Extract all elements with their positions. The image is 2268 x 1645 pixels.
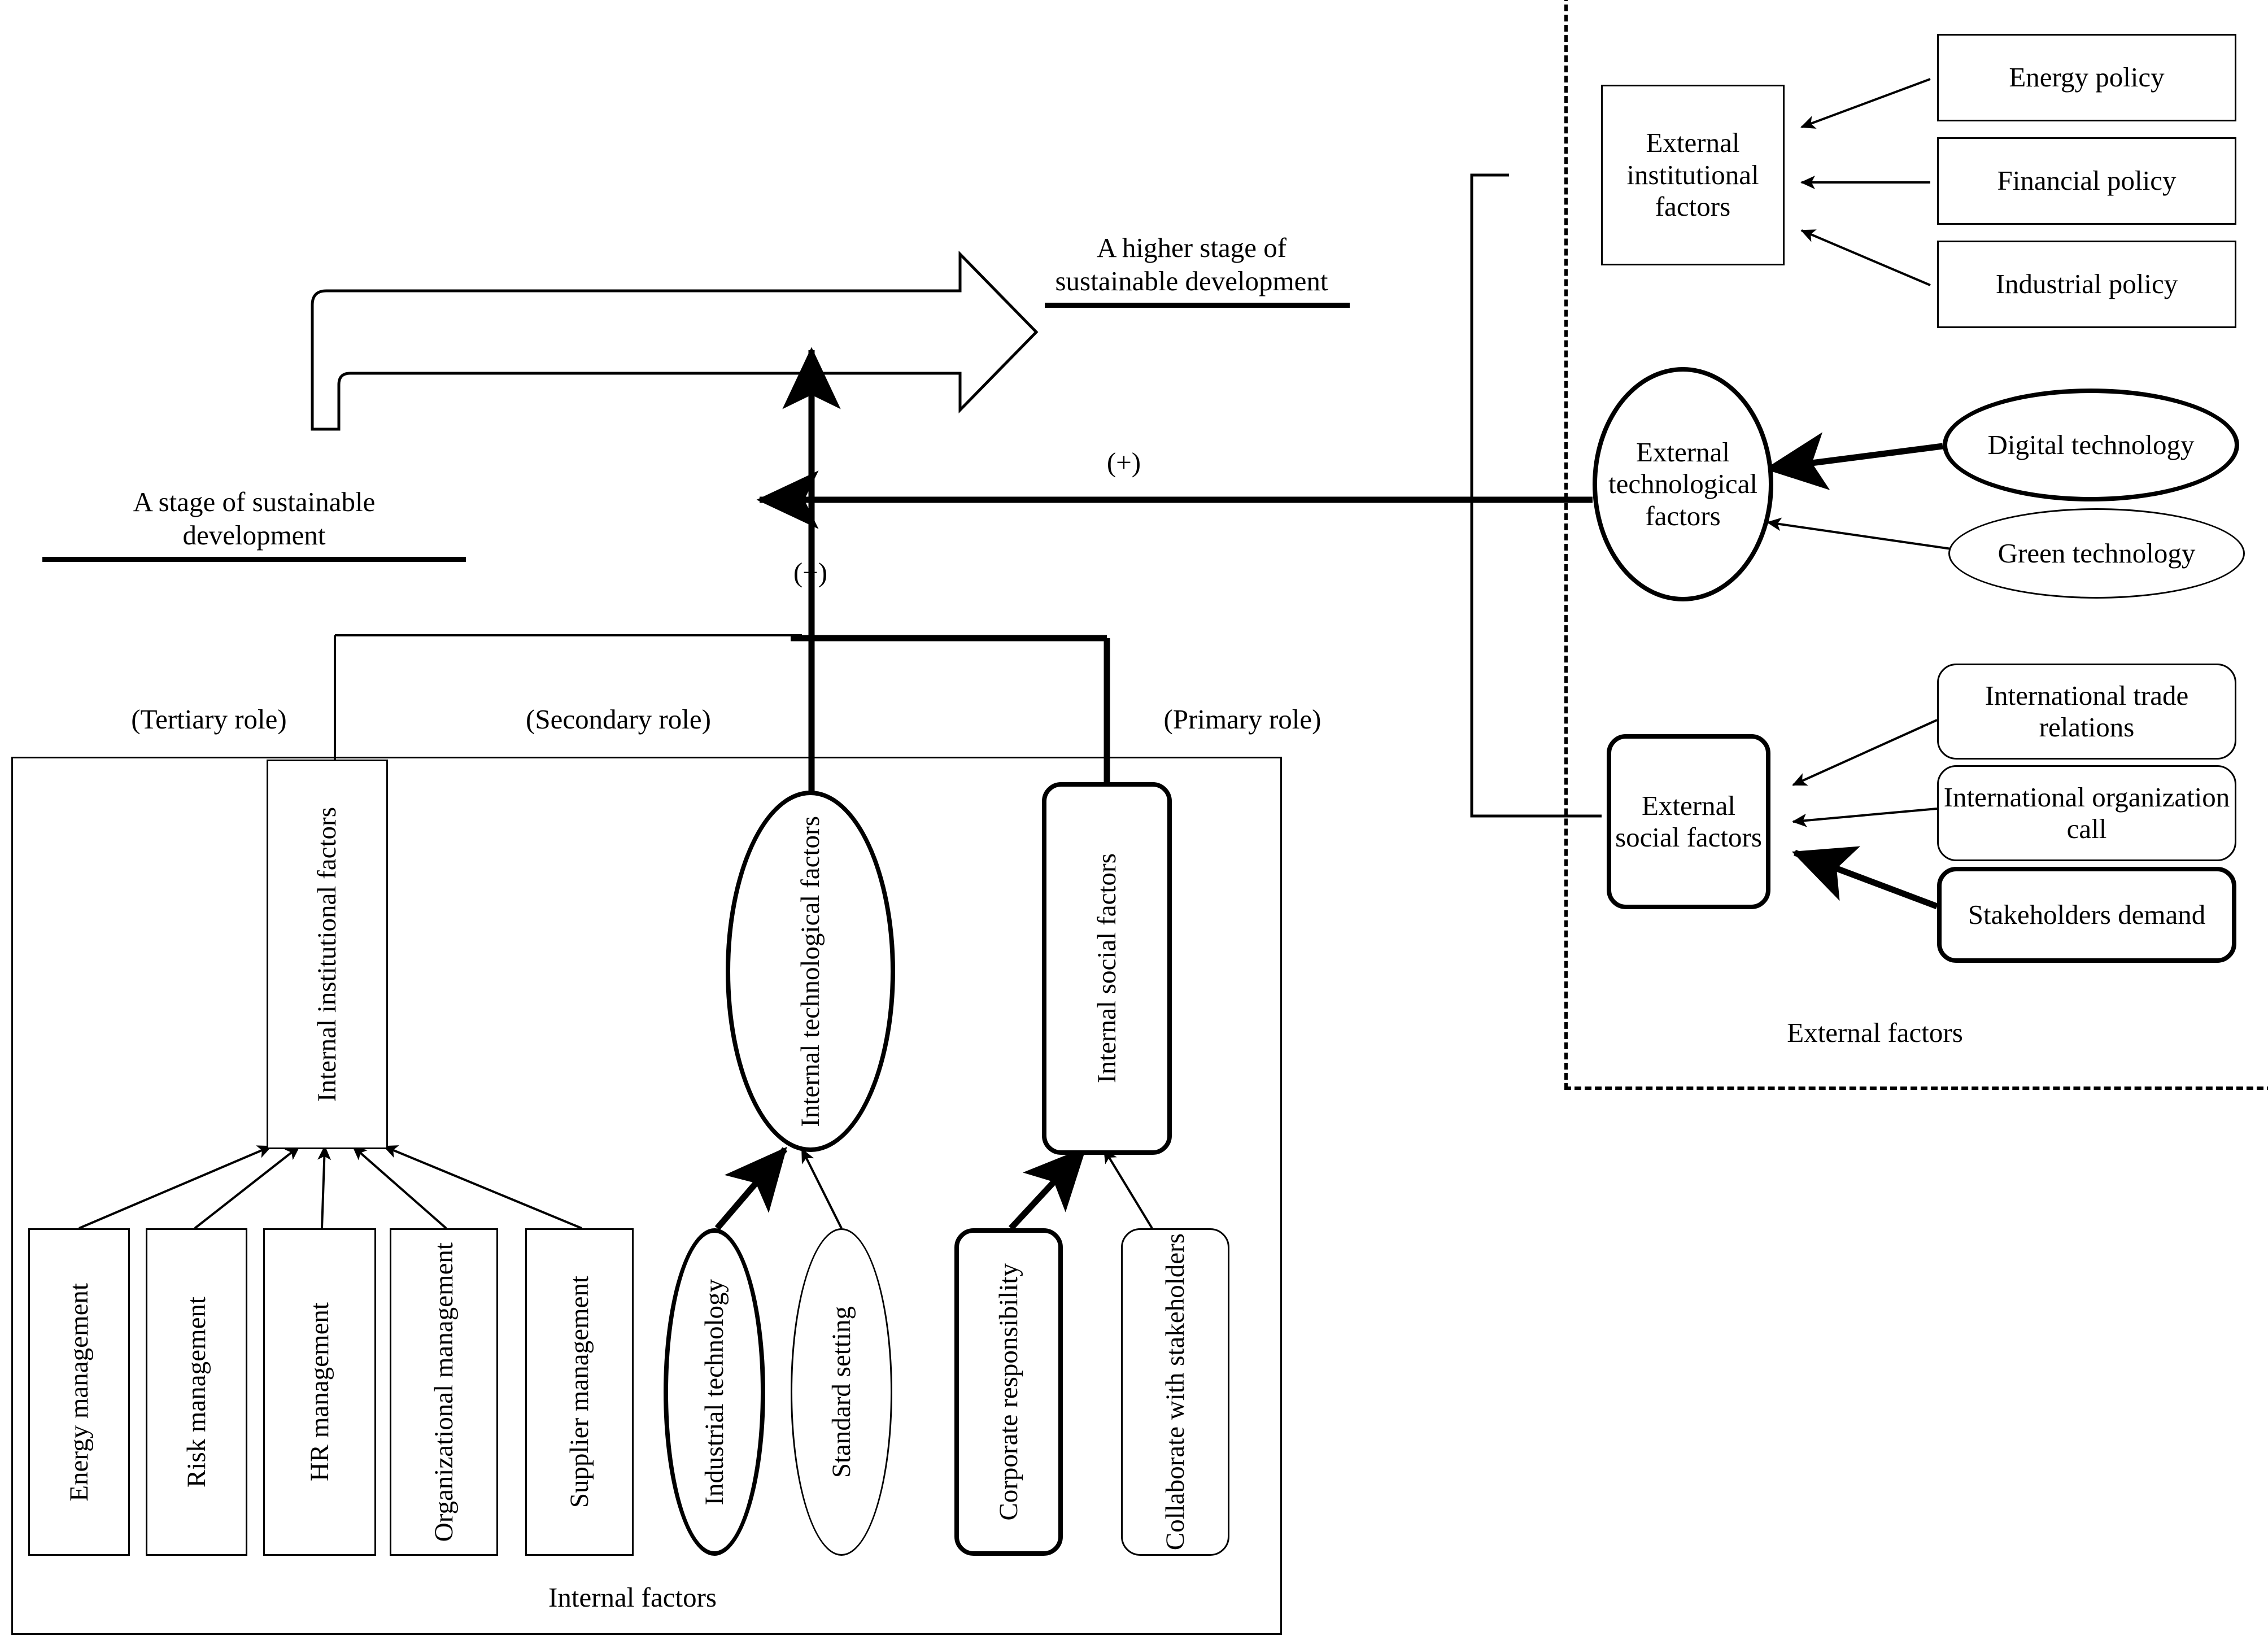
stage-higher-label <box>1045 232 1338 308</box>
node-external-institutional-label: External institutional factors <box>1626 127 1759 222</box>
node-external-social-label: External social factors <box>1615 789 1762 853</box>
node-corporate-responsibility[interactable] <box>954 1228 1063 1556</box>
node-supplier-management[interactable] <box>525 1228 634 1556</box>
node-industrial-technology[interactable] <box>664 1228 765 1556</box>
node-energy-policy-label: Energy policy <box>2009 62 2165 93</box>
internal-factors-caption: Internal factors <box>548 1582 717 1613</box>
node-international-trade-relations-label: International trade relations <box>1985 679 2189 743</box>
node-financial-policy[interactable] <box>1937 137 2236 225</box>
node-risk-management[interactable] <box>146 1228 247 1556</box>
node-financial-policy-label: Financial policy <box>1997 165 2177 197</box>
node-industrial-policy[interactable] <box>1937 241 2236 328</box>
node-stakeholders-demand-label: Stakeholders demand <box>1968 898 2206 930</box>
node-risk-management-label: Risk management <box>181 1296 211 1488</box>
node-internal-institutional-label: Internal institutional factors <box>312 806 342 1102</box>
role-primary-label: (Primary role) <box>1163 704 1321 735</box>
node-organizational-management-label: Organizational management <box>429 1242 459 1542</box>
node-external-social[interactable] <box>1607 734 1770 909</box>
node-digital-technology[interactable] <box>1943 389 2239 501</box>
stage-higher-text: A higher stage of sustainable development <box>1055 232 1328 296</box>
node-corporate-responsibility-label: Corporate responsibility <box>993 1263 1023 1521</box>
node-hr-management[interactable] <box>263 1228 376 1556</box>
role-tertiary-label: (Tertiary role) <box>131 704 287 735</box>
node-green-technology[interactable] <box>1948 508 2245 599</box>
node-internal-social-label: Internal social factors <box>1092 853 1122 1084</box>
node-standard-setting[interactable] <box>791 1228 892 1556</box>
external-factors-caption: External factors <box>1787 1017 1963 1048</box>
stage-current-label <box>102 486 407 562</box>
node-internal-technological[interactable] <box>726 791 895 1152</box>
node-organizational-management[interactable] <box>390 1228 498 1556</box>
node-international-organization-call-label: International organization call <box>1943 781 2230 844</box>
node-international-trade-relations[interactable] <box>1937 664 2236 760</box>
node-collaborate-with-stakeholders-label: Collaborate with stakeholders <box>1160 1233 1190 1551</box>
node-industrial-technology-label: Industrial technology <box>699 1279 729 1506</box>
role-secondary-label: (Secondary role) <box>526 704 711 735</box>
node-hr-management-label: HR management <box>304 1302 334 1482</box>
node-external-technological[interactable] <box>1593 367 1773 601</box>
stage-current-text: A stage of sustainable development <box>133 486 376 551</box>
node-internal-technological-label: Internal technological factors <box>795 815 825 1127</box>
plus-middle-label: (+) <box>793 557 828 588</box>
node-supplier-management-label: Supplier management <box>564 1276 594 1508</box>
node-industrial-policy-label: Industrial policy <box>1995 268 2178 300</box>
node-internal-institutional[interactable] <box>267 760 388 1149</box>
node-digital-technology-label: Digital technology <box>1987 429 2195 460</box>
node-standard-setting-label: Standard setting <box>826 1306 856 1478</box>
node-energy-management-label: Energy management <box>64 1282 94 1502</box>
node-external-institutional[interactable] <box>1601 85 1785 265</box>
node-internal-social[interactable] <box>1042 782 1172 1155</box>
node-international-organization-call[interactable] <box>1937 765 2236 861</box>
plus-top-label: (+) <box>1106 447 1141 478</box>
node-energy-management[interactable] <box>28 1228 130 1556</box>
node-energy-policy[interactable] <box>1937 34 2236 121</box>
node-green-technology-label: Green technology <box>1997 537 2196 569</box>
node-stakeholders-demand[interactable] <box>1937 867 2236 963</box>
node-collaborate-with-stakeholders[interactable] <box>1121 1228 1229 1556</box>
node-external-technological-label: External technological factors <box>1608 436 1757 531</box>
